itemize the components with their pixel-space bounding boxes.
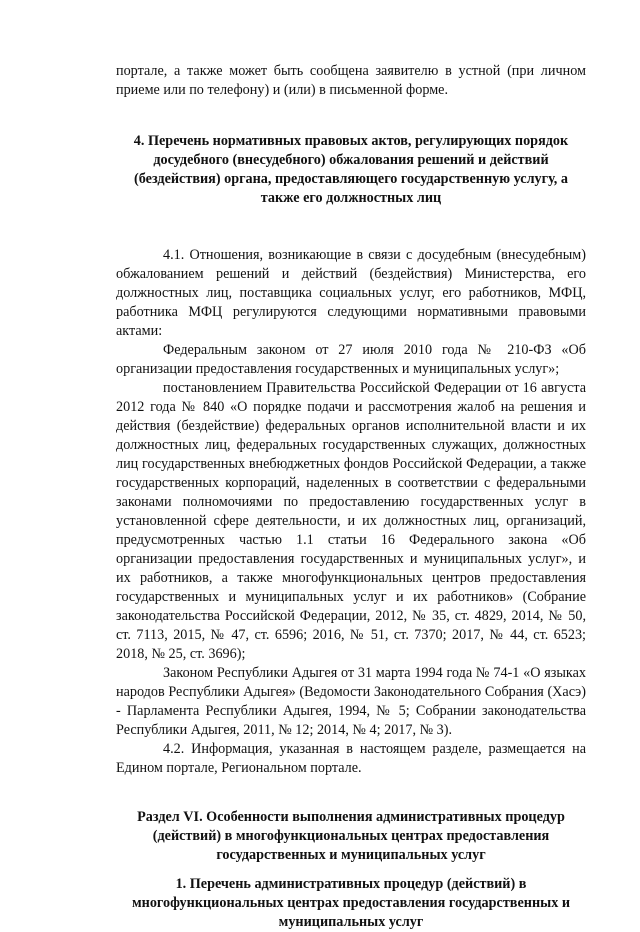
paragraph-4-2: 4.2. Информация, указанная в настоящем разделе, размещается на Едином портале, Региональном портале. [116,741,586,776]
paragraph-4-1: 4.1. Отношения, возникающие в связи с досудебным (внесудебным) обжалованием решений и действий (бездействия) Министерства, его должностных лиц, поставщика социальных услуг, его работников, МФЦ, работника МФЦ регулируются следующими нормативными правовыми актами: [116,247,586,339]
document-page [116,62,586,932]
section-6-1-heading: 1. Перечень административных процедур (действий) в многофункциональных центрах предоставления государственных и муниципальных услуг [131,876,571,930]
intro-paragraph: порталe, а также может быть сообщена заявителю в устной (при личном приеме или по телефону) и (или) в письменной форме. [116,63,586,98]
paragraph-law-210: Федеральным законом от 27 июля 2010 года № 210-ФЗ «Об организации предоставления государственных и муниципальных услуг»; [116,342,586,377]
paragraph-decree-840: постановлением Правительства Российской Федерации от 16 августа 2012 года № 840 «О порядке подачи и рассмотрения жалоб на решения и действия (бездействие) федеральных органов исполнительной власти и их должностных лиц, федеральных государственных служащих, должностных лиц государственных внебюджетных фондов Российской Федерации, а также государственных корпораций, наделенных в соответствии с федеральными законами полномочиями по предоставлению государственных услуг в установленной сфере деятельности, и их должностных лиц, организаций, предусмотренных частью 1.1 статьи 16 Федерального закона «Об организации предоставления государственных и муниципальных услуг», и их работников, а также многофункциональных центров предоставления государственных и муниципальных услуг и их работников» (Собрание законодательства Российской Федерации, 2012, № 35, ст. 4829, 2014, № 50, ст. 7113, 2015, № 47, ст. 6596; 2016, № 51, ст. 7370; 2017, № 44, ст. 6523; 2018, № 25, ст. 3696); [116,380,586,662]
section-6-heading: Раздел VI. Особенности выполнения административных процедур (действий) в многофункциональных центрах предоставления государственных и муниципальных услуг [137,809,565,863]
section-4-heading: 4. Перечень нормативных правовых актов, регулирующих порядок досудебного (внесудебного) обжалования решений и действий (бездействия) органа, предоставляющего государственную услугу, а также его должностных лиц [133,133,569,206]
paragraph-law-adygea: Законом Республики Адыгея от 31 марта 1994 года № 74-1 «О языках народов Республики Адыгея» (Ведомости Законодательного Собрания (Хасэ) - Парламента Республики Адыгея, 1994, № 5; Собрании законодательства Республики Адыгея, 2011, № 12; 2014, № 4; 2017, № 3). [116,665,586,738]
